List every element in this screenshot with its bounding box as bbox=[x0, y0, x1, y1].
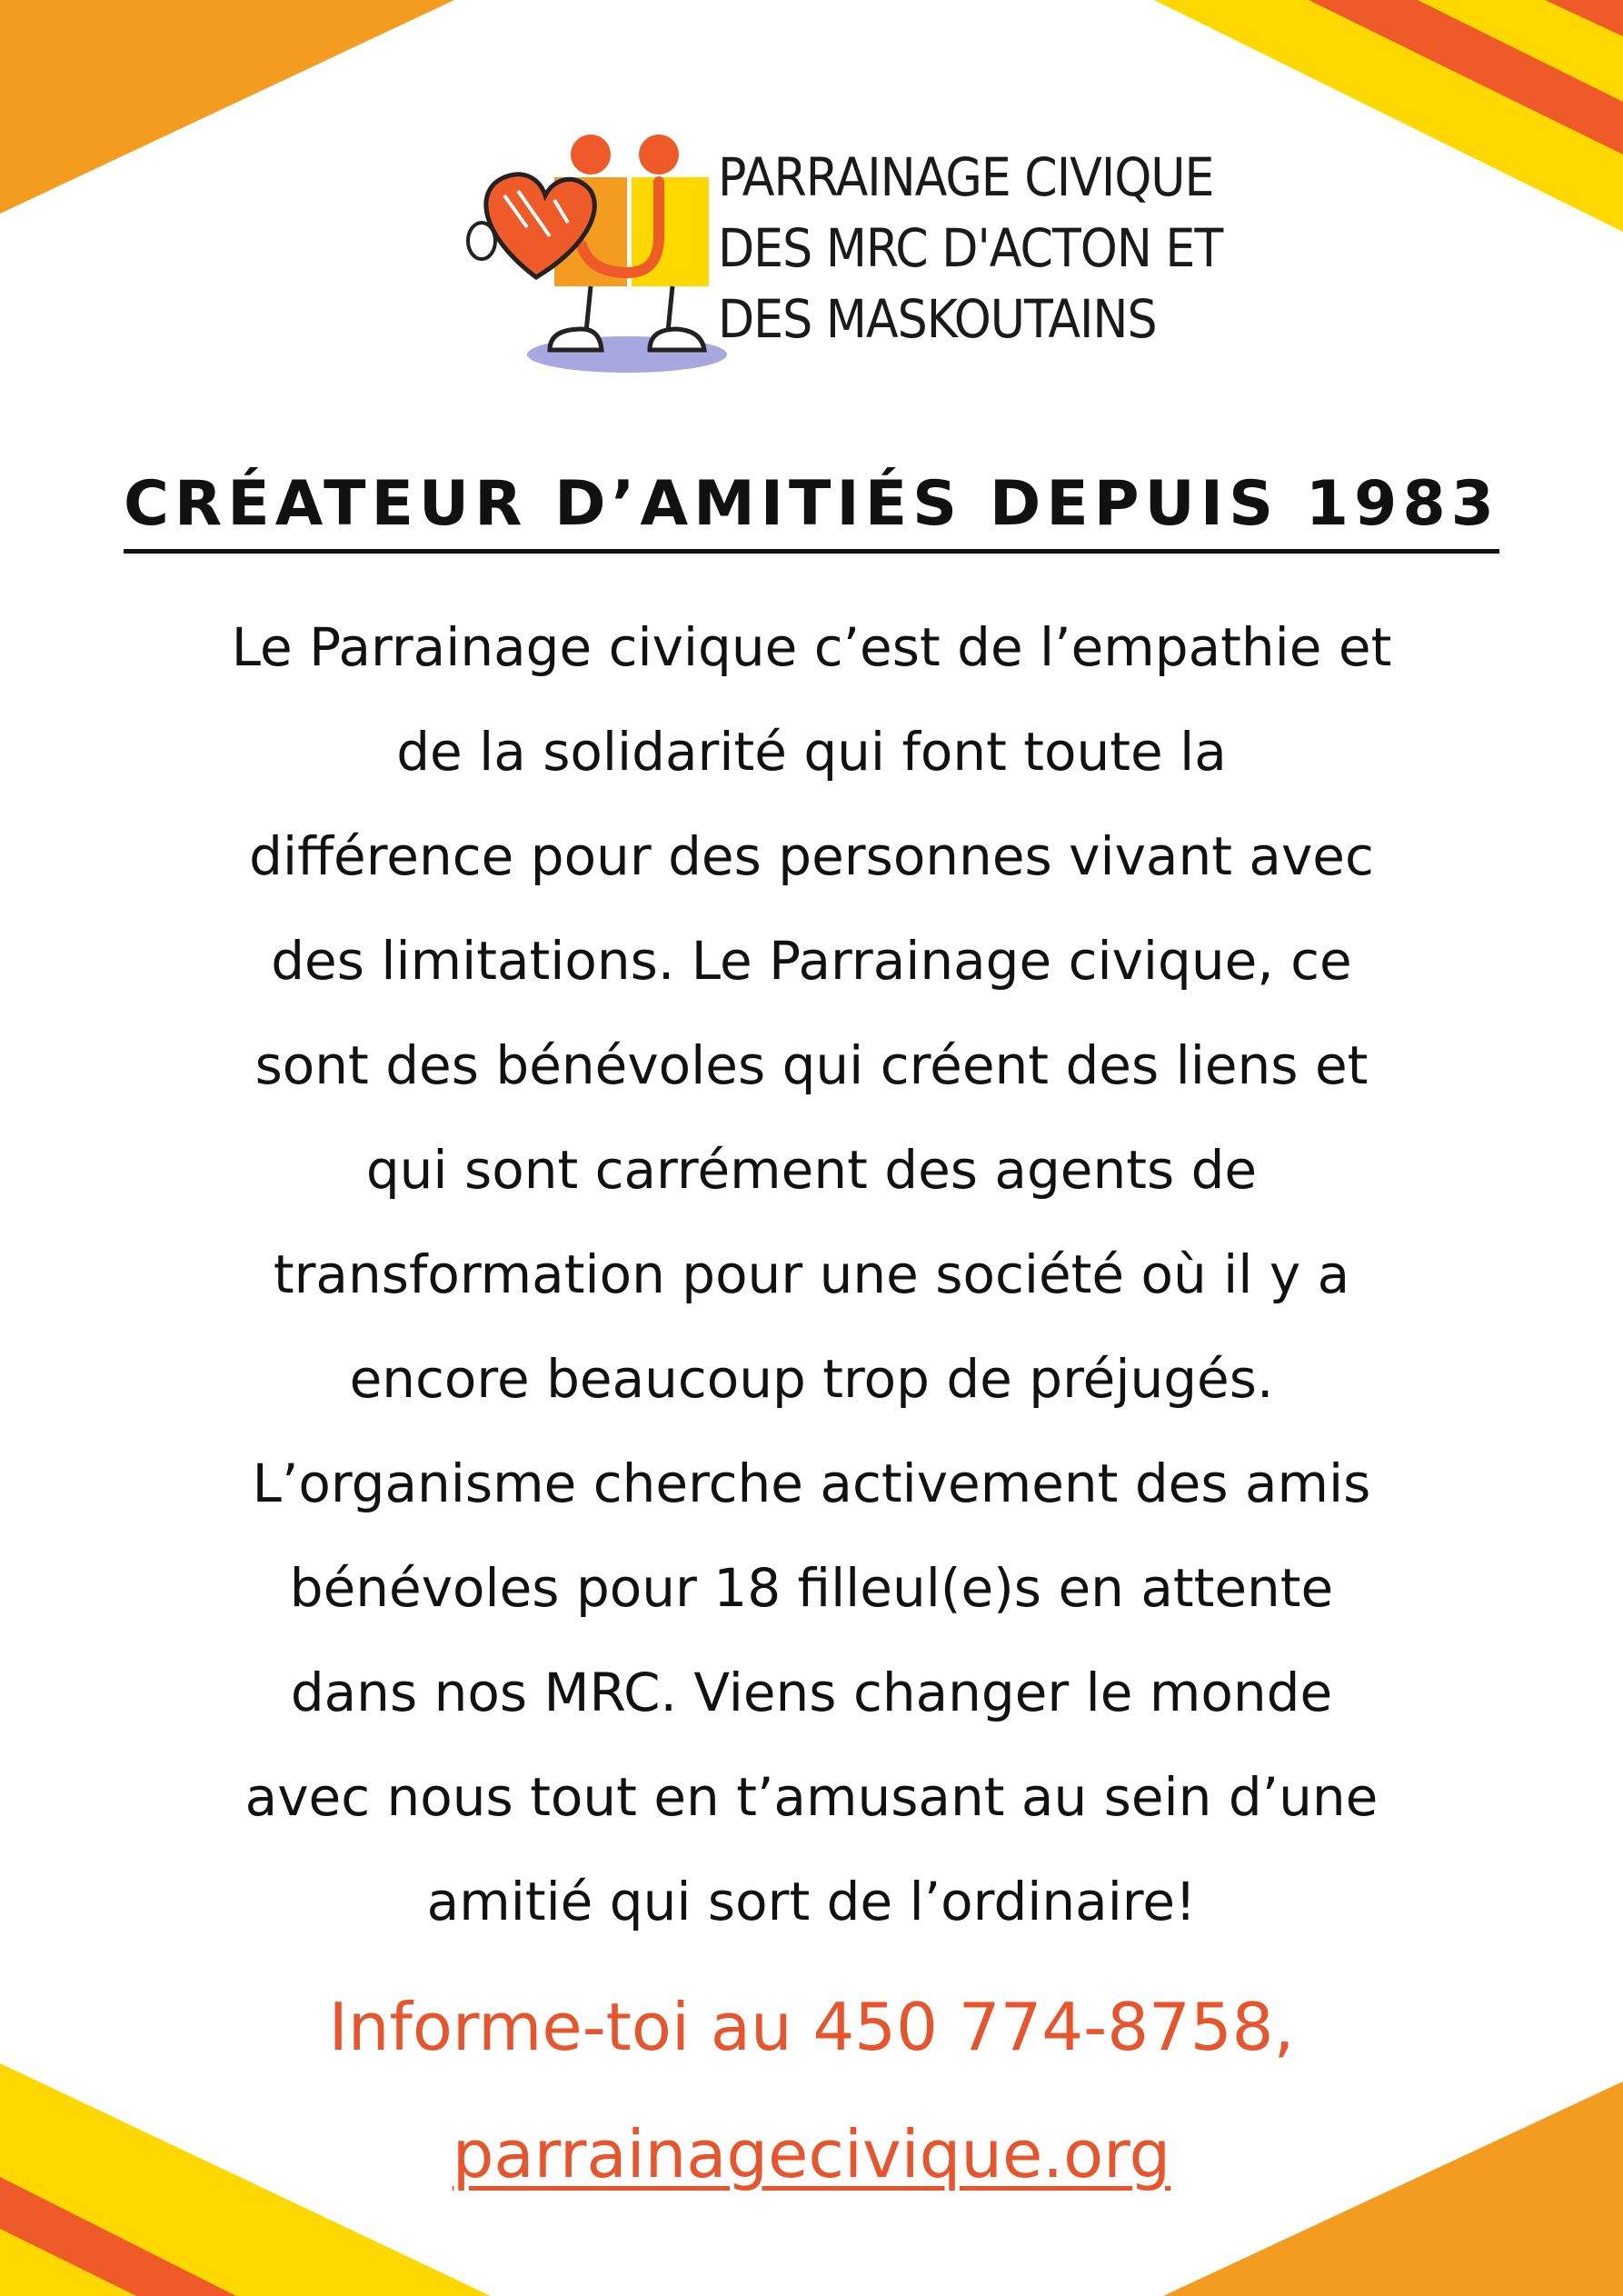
body-line: L’organisme cherche activement des amis bbox=[252, 1452, 1371, 1514]
logo-line-3: DES MASKOUTAINS bbox=[718, 288, 1157, 350]
logo-leg-left bbox=[586, 286, 591, 332]
body-line: transformation pour une société où il y a bbox=[273, 1243, 1350, 1305]
logo-leg-right bbox=[668, 286, 672, 332]
body-line: différence pour des personnes vivant avec bbox=[249, 825, 1374, 887]
body-line: amitié qui sort de l’ordinaire! bbox=[426, 1871, 1197, 1932]
logo-shoe-left bbox=[550, 329, 602, 350]
body-paragraph bbox=[127, 595, 1496, 1954]
logo-hand bbox=[468, 223, 495, 259]
logo-dot-right bbox=[639, 135, 679, 175]
logo-dot-left bbox=[571, 135, 611, 175]
logo-line-1: PARRAINAGE CIVIQUE bbox=[718, 146, 1214, 208]
logo-line-2: DES MRC D'ACTON ET bbox=[718, 217, 1223, 279]
logo-shoe-right bbox=[650, 329, 704, 350]
body-line: de la solidarité qui font toute la bbox=[396, 721, 1227, 783]
body-line: sont des bénévoles qui créent des liens et bbox=[254, 1034, 1369, 1096]
headline-text: CRÉATEUR D’AMITIÉS DEPUIS 1983 bbox=[124, 464, 1499, 554]
body-line: encore beaucoup trop de préjugés. bbox=[349, 1348, 1274, 1410]
body-line: des limitations. Le Parrainage civique, ce bbox=[271, 930, 1352, 992]
logo-mark-icon bbox=[463, 127, 727, 382]
headline bbox=[0, 464, 1623, 554]
body-line: avec nous tout en t’amusant au sein d’une bbox=[244, 1766, 1379, 1828]
body-line: dans nos MRC. Viens changer le monde bbox=[290, 1662, 1333, 1723]
contact-phone-text: Informe-toi au 450 774-8758, bbox=[328, 1989, 1295, 2065]
logo-wordmark bbox=[718, 142, 1223, 354]
body-line: Le Parrainage civique c’est de l’empathie et bbox=[231, 616, 1392, 678]
organization-logo bbox=[463, 127, 1223, 382]
body-line: bénévoles pour 18 filleul(e)s en attente bbox=[289, 1557, 1334, 1619]
website-link[interactable]: parrainagecivique.org bbox=[452, 2116, 1171, 2192]
body-line: qui sont carrément des agents de bbox=[365, 1139, 1258, 1201]
website-container bbox=[0, 2104, 1623, 2204]
top-left-orange-triangle bbox=[0, 0, 454, 214]
